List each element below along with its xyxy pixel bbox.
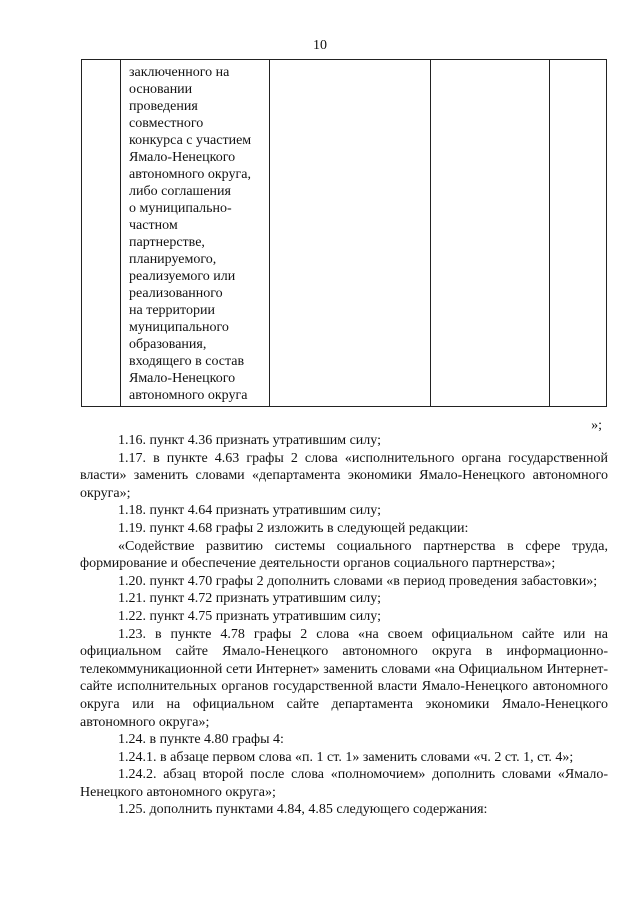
cell-line: о муниципально-: [129, 201, 232, 216]
cell-line: планируемого,: [129, 252, 217, 267]
table-cell-text: [121, 60, 270, 407]
cell-line: проведения: [129, 99, 198, 114]
closing-quote: »;: [591, 418, 602, 433]
cell-line: совместного: [129, 116, 204, 131]
continued-table: [81, 59, 607, 407]
paragraph: 1.22. пункт 4.75 признать утратившим силу;: [118, 608, 381, 624]
cell-text-lines: [129, 64, 269, 404]
table-row: [82, 60, 607, 407]
cell-line: образования,: [129, 337, 207, 352]
paragraph: 1.16. пункт 4.36 признать утратившим силу;: [118, 433, 381, 448]
cell-line: партнерстве,: [129, 235, 205, 250]
paragraph: 1.23. в пункте 4.78 графы 2 слова «на своем официальном сайте или на официальном сайте Ямало-Ненецкого автономного округа в информационно-телекоммуникационной сети Интернет» заменить словами «на Официальном Интернет-сайте исполнительных органов государственной власти Ямало-Ненецкого автономного округа или на официальном сайте департамента экономики Ямало-Ненецкого автономного округа»;: [80, 626, 608, 730]
cell-line: либо соглашения: [129, 184, 231, 199]
cell-line: входящего в состав: [129, 354, 245, 369]
paragraph: 1.24. в пункте 4.80 графы 4:: [118, 732, 284, 748]
cell-line: частном: [129, 218, 178, 233]
cell-line: реализуемого или: [129, 269, 236, 284]
paragraph: 1.21. пункт 4.72 признать утратившим силу;: [118, 591, 381, 607]
table-cell-empty: [270, 60, 431, 407]
cell-line: Ямало-Ненецкого: [129, 371, 236, 386]
table-cell-empty: [550, 60, 607, 407]
amendments-text: [80, 432, 608, 819]
cell-line: конкурса с участием: [129, 133, 252, 148]
table-cell-number: [82, 60, 121, 407]
cell-line: заключенного на: [129, 65, 230, 80]
paragraph: 1.24.2. абзац второй после слова «полномочием» дополнить словами «Ямало-Ненецкого автономного округа»;: [80, 767, 608, 800]
cell-line: Ямало-Ненецкого: [129, 150, 236, 165]
cell-line: муниципального: [129, 320, 229, 335]
cell-line: на территории: [129, 303, 215, 318]
cell-line: автономного округа,: [129, 167, 251, 182]
paragraph: «Содействие развитию системы социального партнерства в сфере труда, формирование и обеспечение деятельности органов социального партнерства»;: [80, 538, 608, 572]
cell-line: реализованного: [129, 286, 223, 301]
cell-line: основании: [129, 82, 193, 97]
paragraph: 1.20. пункт 4.70 графы 2 дополнить словами «в период проведения забастовки»;: [118, 573, 598, 589]
paragraph: 1.17. в пункте 4.63 графы 2 слова «исполнительного органа государственной власти» заменить словами «департамента экономики Ямало-Ненецкого автономного округа»;: [80, 450, 608, 501]
page-number: 10: [313, 38, 327, 53]
paragraph: 1.19. пункт 4.68 графы 2 изложить в следующей редакции:: [118, 520, 469, 536]
cell-line: автономного округа: [129, 388, 248, 403]
table-cell-empty: [431, 60, 550, 407]
paragraph: 1.25. дополнить пунктами 4.84, 4.85 следующего содержания:: [118, 802, 488, 818]
paragraph: 1.18. пункт 4.64 признать утратившим силу;: [118, 503, 381, 519]
paragraph: 1.24.1. в абзаце первом слова «п. 1 ст. 1» заменить словами «ч. 2 ст. 1, ст. 4»;: [118, 749, 574, 765]
